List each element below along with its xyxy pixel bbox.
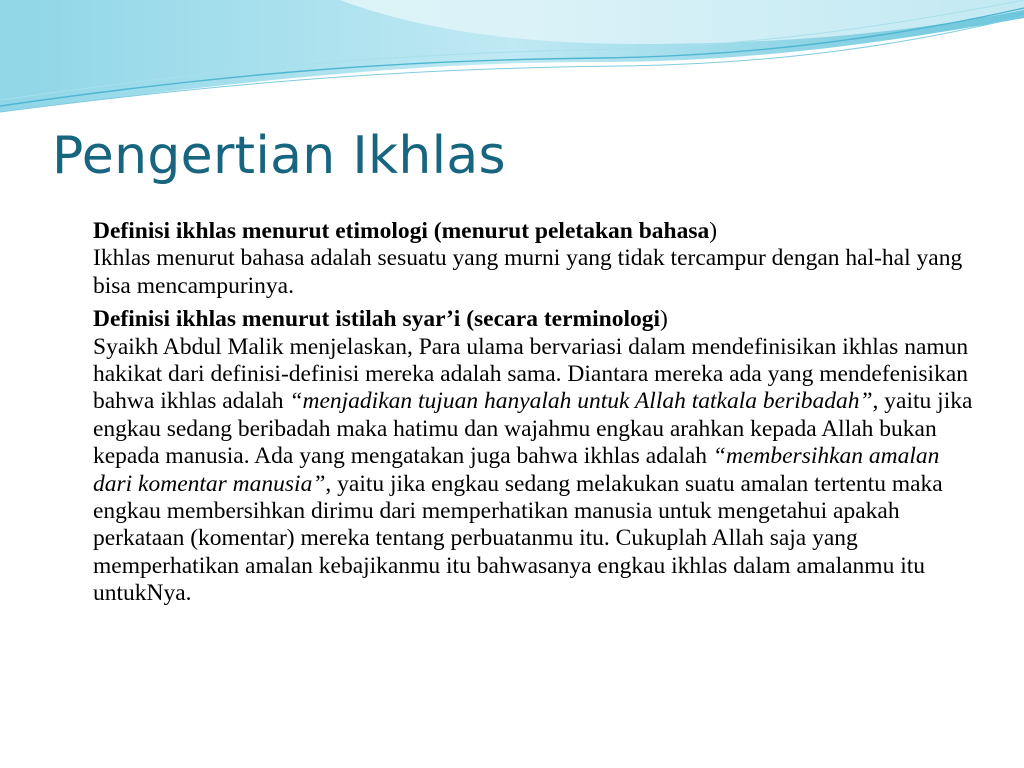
terminology-paragraph: [93, 306, 973, 607]
etymology-paragraph: [93, 218, 973, 300]
terminology-heading: Definisi ikhlas menurut istilah syar’i (secara terminologi): [93, 306, 668, 333]
slide-body: [93, 218, 973, 614]
etymology-heading: Definisi ikhlas menurut etimologi (menurut peletakan bahasa): [93, 218, 718, 244]
terminology-body-part1: Syaikh Abdul Malik menjelaskan, Para ulama bervariasi dalam mendefinisikan ikhlas namun hakikat dari definisi-definisi mereka adalah sama. Diantara mereka ada yang mendefenisikan bahwa ikhlas adalah: [93, 333, 969, 415]
etymology-body: Ikhlas menurut bahasa adalah sesuatu yang murni yang tidak tercampur dengan hal-hal yang bisa mencampurinya.: [93, 245, 963, 299]
header-wave-decoration: [0, 0, 1024, 130]
quote-definition-1: “menjadikan tujuan hanyalah untuk Allah tatkala beribadah”: [289, 388, 873, 415]
quote-definition-2: “membersihkan amalan dari komentar manusia”: [93, 443, 940, 497]
terminology-body-part3: , yaitu jika engkau sedang melakukan suatu amalan tertentu maka engkau membersihkan dirimu dari memperhatikan manusia untuk mengetahui apakah perkataan (komentar) mereka tentang perbuatanmu itu. Cukuplah Allah saja yang memperhatikan amalan kebajikanmu itu bahwasanya engkau ikhlas dalam amalanmu itu untukNya.: [93, 470, 943, 607]
terminology-body-part2: , yaitu jika engkau sedang beribadah maka hatimu dan wajahmu engkau arahkan kepada Allah bukan kepada manusia. Ada yang mengatakan juga bahwa ikhlas adalah: [93, 388, 973, 470]
slide-title: Pengertian Ikhlas: [52, 126, 506, 186]
